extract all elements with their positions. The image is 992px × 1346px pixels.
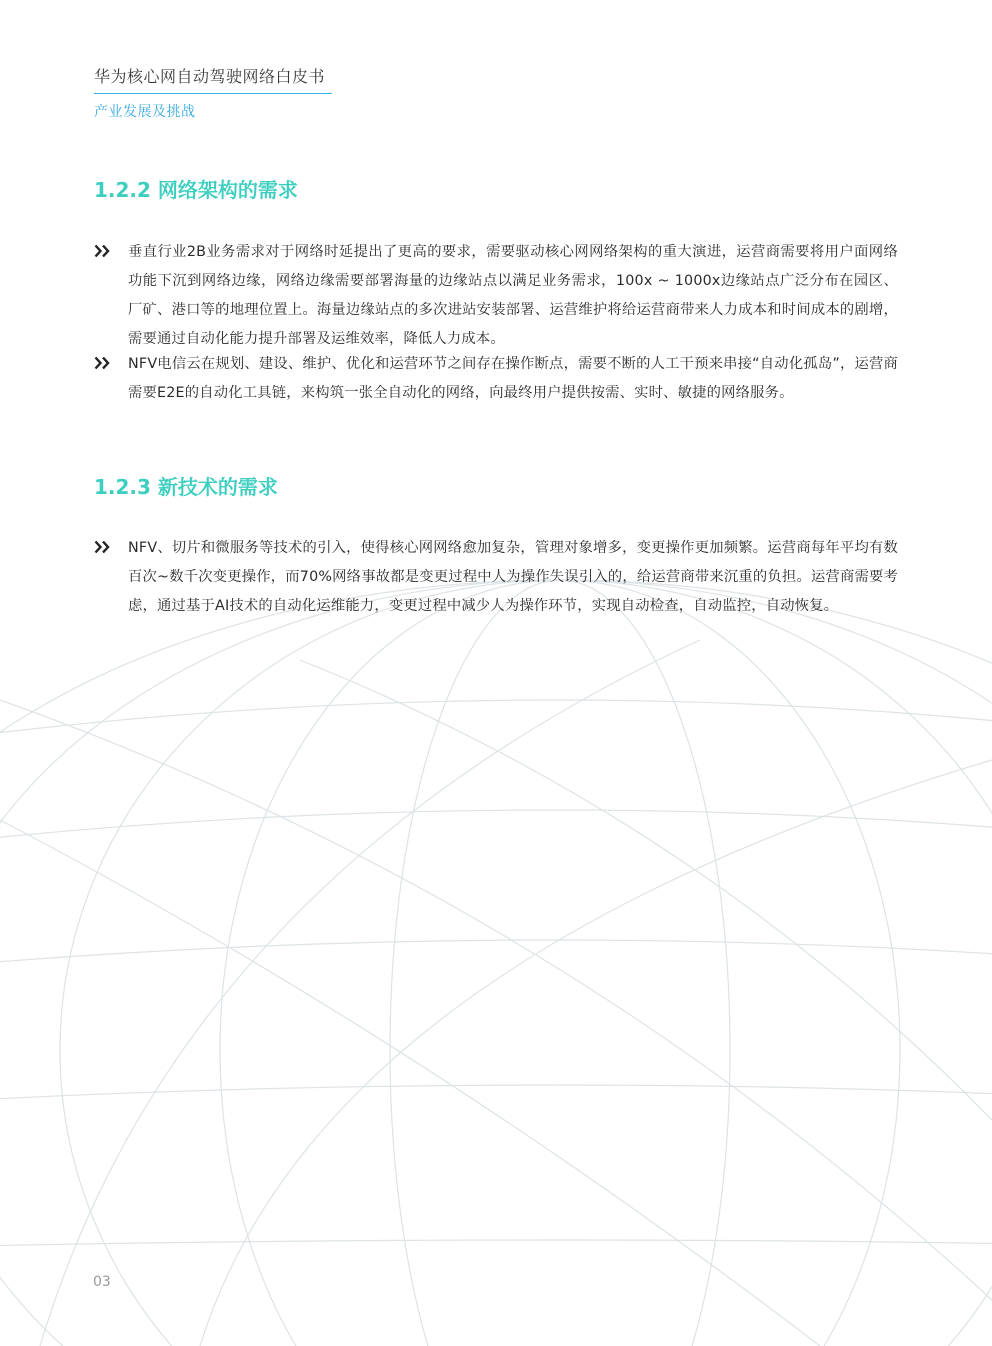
page-number: 03: [93, 1274, 111, 1290]
chapter-name: 产业发展及挑战: [94, 104, 196, 120]
title-underline: [94, 93, 332, 94]
bullet-item: [94, 238, 898, 354]
bullet-text: 垂直行业2B业务需求对于网络时延提出了更高的要求，需要驱动核心网网络架构的重大演进，运营商需要将用户面网络功能下沉到网络边缘，网络边缘需要部署海量的边缘站点以满足业务需求，100x ~ 1000x边缘站点广泛分布在园区、厂矿、港口等的地理位置上。海量边缘站点的多次进站安装部署、运营维护将给运营商带来人力成本和时间成本的剧增，需要通过自动化能力提升部署及运维效率，降低人力成本。: [128, 244, 898, 347]
double-chevron-right-icon: [94, 356, 112, 370]
section-heading-new-technology: 1.2.3 新技术的需求: [94, 475, 278, 499]
double-chevron-right-icon: [94, 244, 112, 258]
double-chevron-right-icon: [94, 540, 112, 554]
bullet-text: NFV电信云在规划、建设、维护、优化和运营环节之间存在操作断点，需要不断的人工干预来串接“自动化孤岛”，运营商需要E2E的自动化工具链，来构筑一张全自动化的网络，向最终用户提供按需、实时、敏捷的网络服务。: [128, 356, 898, 401]
document-title: 华为核心网自动驾驶网络白皮书: [94, 67, 326, 86]
section-heading-network-architecture: 1.2.2 网络架构的需求: [94, 178, 298, 202]
bullet-item: [94, 350, 898, 408]
bullet-item: [94, 534, 898, 621]
bullet-text: NFV、切片和微服务等技术的引入，使得核心网网络愈加复杂，管理对象增多，变更操作更加频繁。运营商每年平均有数百次~数千次变更操作，而70%网络事故都是变更过程中人为操作失误引入的，给运营商带来沉重的负担。运营商需要考虑，通过基于AI技术的自动化运维能力，变更过程中减少人为操作环节，实现自动检查，自动监控，自动恢复。: [128, 540, 898, 614]
